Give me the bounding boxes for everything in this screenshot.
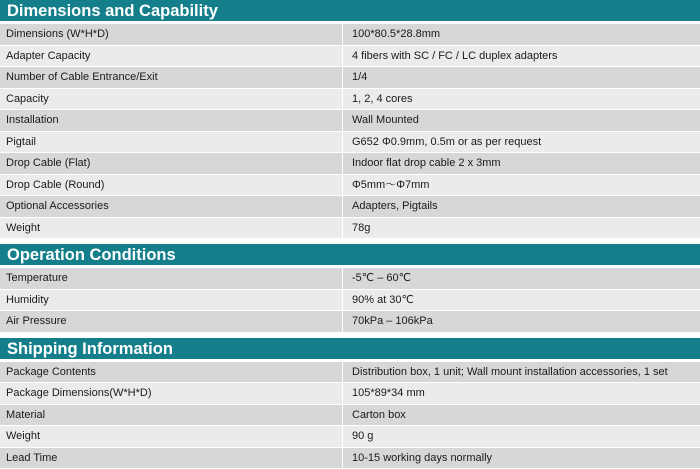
spec-label: Drop Cable (Round) xyxy=(0,175,343,196)
table-row xyxy=(0,89,700,111)
section-header-shipping: Shipping Information xyxy=(0,338,700,359)
spec-label: Weight xyxy=(0,218,343,239)
spec-label: Installation xyxy=(0,110,343,131)
spec-label: Pigtail xyxy=(0,132,343,153)
spec-label: Optional Accessories xyxy=(0,196,343,217)
spec-label: Weight xyxy=(0,426,343,447)
table-row xyxy=(0,153,700,175)
table-row xyxy=(0,218,700,240)
table-row xyxy=(0,426,700,448)
spec-label: Adapter Capacity xyxy=(0,46,343,67)
spec-label: Package Dimensions(W*H*D) xyxy=(0,383,343,404)
spec-label: Humidity xyxy=(0,290,343,311)
table-row xyxy=(0,46,700,68)
spec-value: Wall Mounted xyxy=(343,110,700,131)
spec-value: Adapters, Pigtails xyxy=(343,196,700,217)
table-row xyxy=(0,362,700,384)
table-row xyxy=(0,175,700,197)
table-row xyxy=(0,132,700,154)
spec-value: 105*89*34 mm xyxy=(343,383,700,404)
spec-value: Distribution box, 1 unit; Wall mount installation accessories, 1 set xyxy=(343,362,700,383)
spec-value: 10-15 working days normally xyxy=(343,448,700,469)
table-row xyxy=(0,290,700,312)
table-row xyxy=(0,24,700,46)
spec-label: Lead Time xyxy=(0,448,343,469)
spec-label: Material xyxy=(0,405,343,426)
table-row xyxy=(0,110,700,132)
spec-label: Capacity xyxy=(0,89,343,110)
spec-label: Air Pressure xyxy=(0,311,343,332)
spec-label: Temperature xyxy=(0,268,343,289)
spec-value: G652 Φ0.9mm, 0.5m or as per request xyxy=(343,132,700,153)
spec-table-shipping xyxy=(0,362,700,469)
table-row xyxy=(0,448,700,469)
spec-label: Package Contents xyxy=(0,362,343,383)
spec-value: 90% at 30℃ xyxy=(343,290,700,311)
spec-value: Carton box xyxy=(343,405,700,426)
spec-value: 78g xyxy=(343,218,700,239)
table-row xyxy=(0,405,700,427)
spec-value: Indoor flat drop cable 2 x 3mm xyxy=(343,153,700,174)
spec-value: Φ5mm～Φ7mm xyxy=(343,175,700,196)
spec-value: 1/4 xyxy=(343,67,700,88)
spec-label: Number of Cable Entrance/Exit xyxy=(0,67,343,88)
section-header-operation: Operation Conditions xyxy=(0,244,700,265)
spec-value: 100*80.5*28.8mm xyxy=(343,24,700,45)
table-row xyxy=(0,196,700,218)
section-header-dimensions: Dimensions and Capability xyxy=(0,0,700,21)
table-row xyxy=(0,383,700,405)
table-row xyxy=(0,311,700,333)
spec-value: 4 fibers with SC / FC / LC duplex adapters xyxy=(343,46,700,67)
spec-value: 1, 2, 4 cores xyxy=(343,89,700,110)
spec-label: Dimensions (W*H*D) xyxy=(0,24,343,45)
spec-value: 90 g xyxy=(343,426,700,447)
spec-table-dimensions xyxy=(0,24,700,239)
spec-table-operation xyxy=(0,268,700,333)
spec-value: -5℃ – 60℃ xyxy=(343,268,700,289)
spec-value: 70kPa – 106kPa xyxy=(343,311,700,332)
table-row xyxy=(0,268,700,290)
spec-label: Drop Cable (Flat) xyxy=(0,153,343,174)
table-row xyxy=(0,67,700,89)
